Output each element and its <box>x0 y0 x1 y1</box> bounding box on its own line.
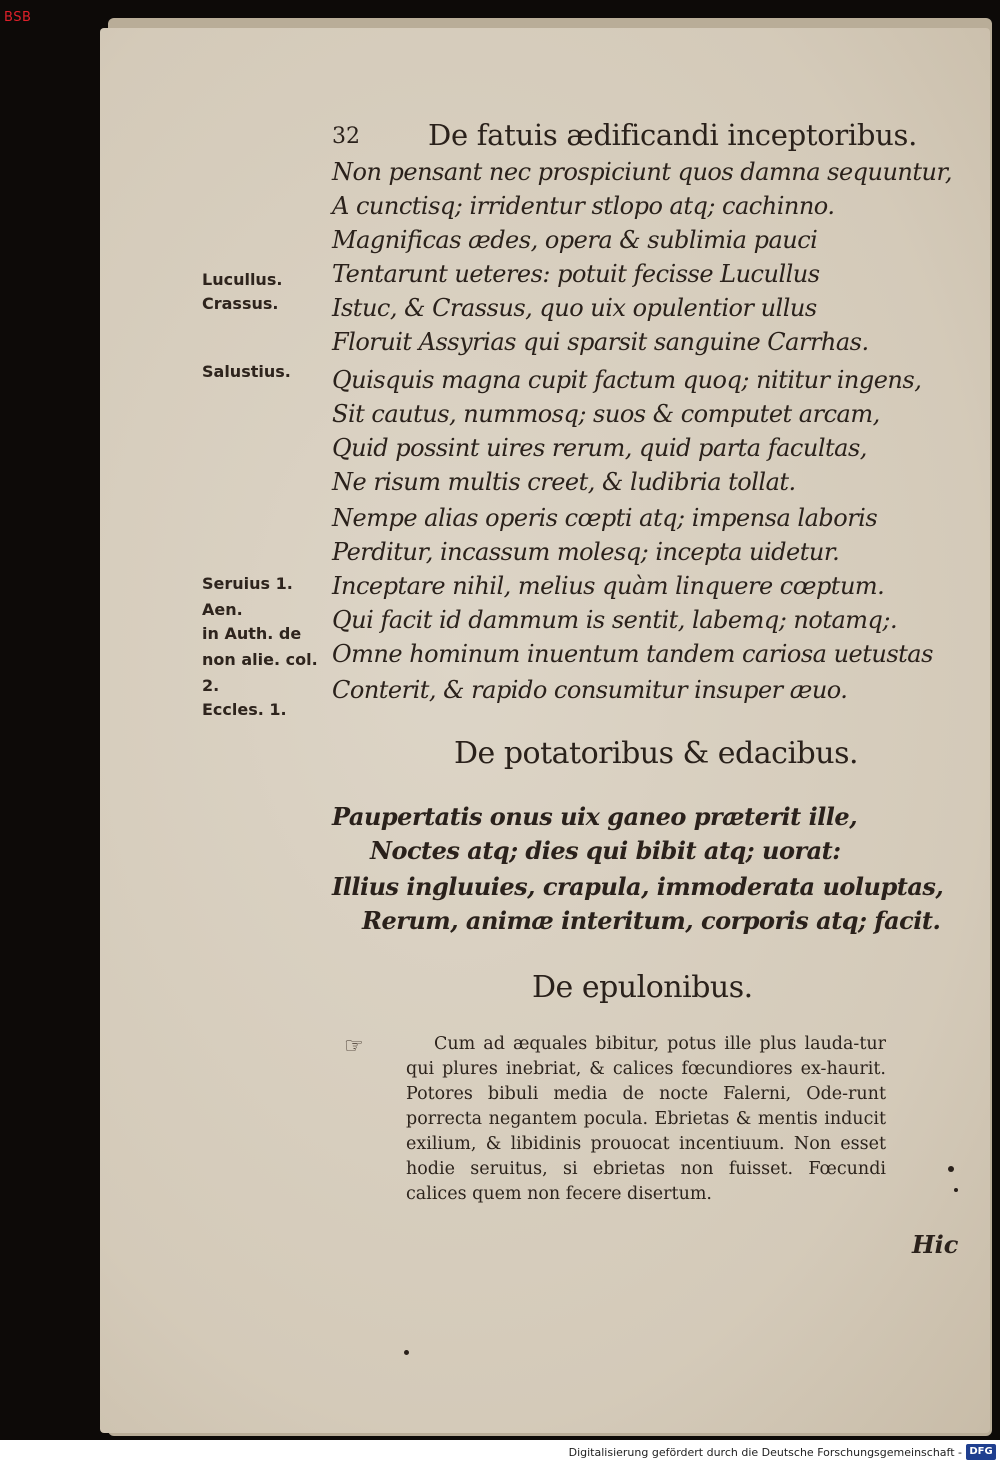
verse-line: Qui facit id dammum is sentit, labemq; notamq;. <box>332 606 898 634</box>
book-page <box>100 28 990 1433</box>
verse-line: Quid possint uires rerum, quid parta facultas, <box>332 434 867 462</box>
margin-note: Seruius 1. <box>202 574 293 593</box>
section-heading: De potatoribus & edacibus. <box>454 736 858 771</box>
ink-speck <box>948 1166 954 1172</box>
verse-line: Nempe alias operis cœpti atq; impensa laboris <box>332 504 878 532</box>
verse-line: Illius ingluuies, crapula, immoderata uoluptas, <box>332 872 944 901</box>
margin-note: Aen. <box>202 600 243 619</box>
folio-number: 32 <box>332 124 360 149</box>
verse-line: A cunctisq; irridentur stlopo atq; cachinno. <box>332 192 835 220</box>
verse-line: Paupertatis onus uix ganeo præterit ille, <box>332 802 858 831</box>
running-title: De fatuis ædificandi inceptoribus. <box>428 118 918 152</box>
dfg-logo: DFG <box>966 1444 996 1460</box>
verse-line: Inceptare nihil, melius quàm linquere cœptum. <box>332 572 885 600</box>
library-watermark: BSB <box>4 10 32 25</box>
verse-line: Quisquis magna cupit factum quoq; nititur ingens, <box>332 366 922 394</box>
margin-note: Lucullus. <box>202 270 283 289</box>
verse-line: Sit cautus, nummosq; suos & computet arcam, <box>332 400 880 428</box>
section-heading: De epulonibus. <box>532 970 753 1005</box>
ink-speck <box>954 1188 958 1192</box>
verse-line: Floruit Assyrias qui sparsit sanguine Carrhas. <box>332 328 869 356</box>
prose-paragraph: Cum ad æquales bibitur, potus ille plus lauda-tur qui plures inebriat, & calices fœcundiores ex-haurit. Potores bibuli media de nocte Falerni, Ode-runt porrecta negantem pocula. Ebrietas & mentis inducit exilium, & libidinis prouocat incentiuum. Non esset hodie seruitus, si ebrietas non fuisset. Fœcundi calices quem non fecere disertum. <box>406 1034 886 1204</box>
catchword: Hic <box>912 1230 959 1259</box>
verse-line: Noctes atq; dies qui bibit atq; uorat: <box>370 836 841 865</box>
verse-line: Rerum, animæ interitum, corporis atq; facit. <box>362 906 941 935</box>
verse-line: Non pensant nec prospiciunt quos damna sequuntur, <box>332 158 952 186</box>
verse-line: Ne risum multis creet, & ludibria tollat. <box>332 468 796 496</box>
margin-note: in Auth. de <box>202 624 302 643</box>
verse-line: Perditur, incassum molesq; incepta uidetur. <box>332 538 840 566</box>
verse-line: Magnificas ædes, opera & sublimia pauci <box>332 226 818 254</box>
margin-note: Salustius. <box>202 362 291 381</box>
margin-note: non alie. col. <box>202 650 318 669</box>
margin-note: 2. <box>202 676 220 695</box>
verse-line: Omne hominum inuentum tandem cariosa uetustas <box>332 640 933 668</box>
footer-bar <box>0 1440 1000 1466</box>
funding-credit: Digitalisierung gefördert durch die Deutsche Forschungsgemeinschaft - <box>568 1446 962 1459</box>
margin-note: Crassus. <box>202 294 279 313</box>
ink-speck <box>404 1350 409 1355</box>
verse-line: Istuc, & Crassus, quo uix opulentior ullus <box>332 294 817 322</box>
verse-line: Tentarunt ueteres: potuit fecisse Lucullus <box>332 260 820 288</box>
verse-line: Conterit, & rapido consumitur insuper æuo. <box>332 676 848 704</box>
margin-note: Eccles. 1. <box>202 700 287 719</box>
manicule-icon: ☞ <box>344 1034 364 1059</box>
running-head <box>332 118 918 156</box>
